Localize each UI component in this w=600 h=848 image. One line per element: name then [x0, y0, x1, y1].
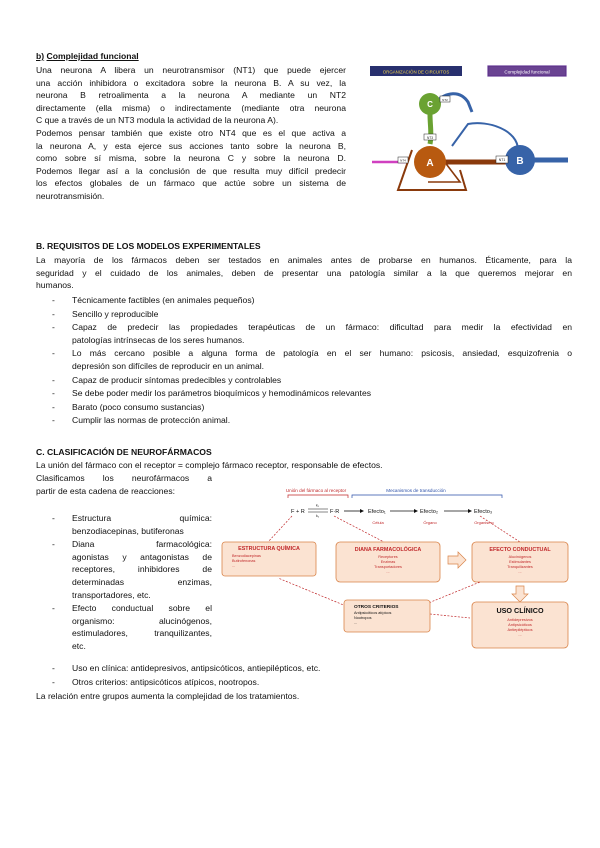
eq-efecto3: Efecto₃ — [474, 509, 493, 515]
list-item — [52, 676, 572, 689]
eq-efecto2: Efecto₂ — [420, 509, 439, 515]
list-item — [52, 387, 572, 400]
clasificacion-lead — [36, 472, 212, 497]
connector-otros-estructura — [278, 578, 346, 606]
paragraph-line: una acción inhibidora o excitadora sobre la neurona B. A su vez, la — [36, 77, 346, 88]
list-item — [52, 662, 572, 675]
clasificacion-intro: La unión del fármaco con el receptor = complejo fármaco receptor, responsable de efectos. — [36, 460, 383, 470]
list-item-text: Efecto conductual sobre el — [72, 603, 212, 614]
list-item — [52, 512, 212, 537]
neuron-a-label: A — [426, 158, 434, 169]
neuron-circuit-diagram — [368, 62, 573, 202]
eq-sub-celula: Célula — [372, 520, 384, 525]
complexity-label-text: Complejidad funcional — [504, 69, 550, 75]
box-estructura-item: ... — [232, 564, 236, 568]
list-item-text: patologías intrínsecas de los seres humanos. — [72, 334, 245, 345]
box-diana-title: DIANA FARMACOLÓGICA — [354, 547, 422, 553]
list-item-text: receptores, inhibidores de — [72, 564, 212, 575]
heading-text: Complejidad funcional — [46, 51, 139, 61]
eq-arrowhead-3 — [468, 509, 472, 513]
list-item-text: estimuladores, tranquilizantes, — [72, 628, 212, 639]
label-transduccion: Mecanismos de transducción — [386, 488, 446, 493]
clasificacion-heading: C. CLASIFICACIÓN DE NEUROFÁRMACOS — [36, 447, 212, 457]
eq-k2: k₂ — [316, 514, 320, 518]
drug-classification-diagram — [218, 484, 584, 654]
paragraph-line: humanos. — [36, 280, 74, 291]
box-diana-item: ... — [386, 570, 390, 574]
label-union: Unión del fármaco al receptor — [285, 488, 347, 493]
paragraph-line: Podemos pensar también que existe otro NT4 que es el que activa a — [36, 127, 346, 138]
list-item-text: Barato (poco consumo sustancias) — [72, 401, 205, 412]
list-item-text: depresión son difíciles de reproducir en un animal. — [72, 360, 265, 371]
connector-efecto3-conductual — [480, 516, 520, 542]
list-item-text: Capaz de producir síntomas predecibles y controlables — [72, 374, 282, 385]
bullet-dash: - — [52, 676, 55, 687]
bullet-dash: - — [52, 388, 55, 399]
box-uso-title: USO CLÍNICO — [496, 606, 544, 615]
paragraph-line: Clasificamos los neurofármacos a — [36, 473, 212, 483]
brace-right — [352, 495, 502, 498]
box-uso-item: Antipsicóticos — [508, 622, 532, 627]
clasificacion-list — [52, 512, 212, 653]
box-uso-item: ... — [518, 632, 522, 637]
box-efecto-item: Tranquilizantes — [507, 565, 533, 569]
block-arrow-diana-efecto — [448, 552, 466, 568]
paragraph-line: Podemos llegar así a la conclusión de que resulta muy difícil predecir — [36, 165, 346, 176]
paragraph-line: como sobre sí misma, sobre la neurona C y sobre la neurona D. — [36, 153, 346, 164]
box-estructura-item: Butirofenonas — [232, 559, 256, 563]
paragraph-line: C que a través de un NT3 modula la actividad de la neurona A). — [36, 115, 279, 126]
requisitos-list — [52, 294, 572, 427]
box-otros-item: Antipsicóticos atípicos — [354, 611, 392, 615]
list-item — [52, 294, 572, 307]
box-estructura-item: Benzodiacepinas — [232, 554, 261, 558]
list-item-text: agonistas y antagonistas de — [72, 551, 212, 562]
list-item — [52, 414, 572, 427]
list-item-text: organismo: alucinógenos, — [72, 615, 212, 626]
bullet-dash: - — [52, 603, 55, 614]
eq-arrowhead-1 — [360, 509, 364, 513]
paragraph-line: Una neurona A libera un neurotransmisor (NT1) que puede ejercer — [36, 65, 346, 75]
clasificacion-list-wide — [52, 662, 572, 688]
eq-sub-organo: Órgano — [423, 520, 437, 525]
bullet-dash: - — [52, 308, 55, 319]
paragraph-line: partir de esta cadena de reacciones: — [36, 485, 176, 496]
box-uso-item: Antiepilépticos — [507, 627, 533, 632]
list-item-text: Lo más cercano posible a alguna forma de patología en el ser humano: psicosis, ansiedad, esquizofrenia o — [72, 348, 572, 359]
nt2-tag-label: NT2 — [442, 97, 448, 102]
paragraph-line: seguridad y el cuidado de los animales, deben de presentar una patología similar a la que queremos mejorar en — [36, 267, 572, 278]
requisitos-intro — [36, 254, 572, 292]
bullet-dash: - — [52, 374, 55, 385]
paragraph-line: La mayoría de los fármacos deben ser testados en animales antes de probarse en humanos. Éticamente, para la — [36, 255, 572, 265]
list-item-text: Cumplir las normas de protección animal. — [72, 415, 231, 426]
box-efecto-item: Estimulantes — [509, 560, 531, 564]
box-otros-title: OTROS CRITERIOS — [354, 605, 399, 610]
connector-fr-estructura — [268, 516, 292, 542]
list-item-text: determinadas enzimas, — [72, 576, 212, 587]
list-item — [52, 538, 212, 601]
list-item — [52, 602, 212, 652]
paragraph-line: directamente (ella misma) o indirectamente (mediante otra neurona — [36, 102, 346, 113]
box-efecto-item: ... — [518, 570, 522, 574]
list-item-text: Diana farmacológica: — [72, 539, 212, 550]
box-efecto-item: Alucinógenos — [508, 555, 532, 559]
connector-otros-uso — [430, 614, 470, 618]
circuit-label-text: ORGANIZACIÓN DE CIRCUITOS — [382, 69, 450, 75]
eq-f-plus-r: F + R — [291, 509, 305, 515]
paragraph-line: neurotransmisión. — [36, 190, 105, 201]
list-item — [52, 374, 572, 387]
eq-k1: k₁ — [316, 503, 320, 508]
bullet-dash: - — [52, 348, 55, 359]
clasificacion-closing: La relación entre grupos aumenta la complejidad de los tratamientos. — [36, 691, 300, 701]
box-otros-item: Nootropos — [354, 616, 372, 620]
heading-prefix: b) — [36, 51, 45, 61]
bullet-dash: - — [52, 401, 55, 412]
list-item-text: Otros criterios: antipsicóticos atípicos, nootropos. — [72, 676, 260, 687]
box-estructura-title: ESTRUCTURA QUÍMICA — [238, 546, 300, 552]
connector-otros-efecto — [426, 582, 480, 604]
bullet-dash: - — [52, 663, 55, 673]
box-diana-item: Receptores — [378, 555, 398, 559]
paragraph-line: los efectos globales de un fármaco que actúe sobre un sistema de — [36, 178, 346, 189]
eq-arrowhead-2 — [414, 509, 418, 513]
box-diana-item: Transportadores — [374, 565, 402, 569]
list-item-text: Capaz de predecir las propiedades terapéuticas de un fármaco: dificultad para medir la efectividad en — [72, 322, 572, 333]
section-b-paragraph — [36, 64, 346, 203]
list-item — [52, 401, 572, 414]
section-b-heading — [36, 50, 139, 62]
list-item — [52, 321, 572, 346]
bullet-dash: - — [52, 513, 55, 523]
list-item — [52, 347, 572, 372]
paragraph-line: neurona B retroalimenta a la neurona A mediante un NT2 — [36, 90, 346, 101]
box-efecto-title: EFECTO CONDUCTUAL — [489, 547, 551, 553]
paragraph-line: la neurona A, y esta ejerce sus acciones tanto sobre la neurona B, — [36, 140, 346, 151]
list-item-text: Sencillo y reproducible — [72, 308, 159, 319]
list-item-text: Técnicamente factibles (en animales pequeños) — [72, 295, 255, 305]
neuron-b-label: B — [516, 156, 524, 167]
bullet-dash: - — [52, 415, 55, 426]
block-arrow-efecto-uso — [512, 586, 528, 602]
bullet-dash: - — [52, 295, 55, 305]
list-item-text: Estructura química: — [72, 513, 212, 523]
neuron-c-label: C — [427, 100, 433, 109]
list-item-text: transportadores, etc. — [72, 589, 151, 600]
list-item-text: etc. — [72, 640, 86, 651]
eq-efecto1: Efecto₁ — [368, 509, 386, 515]
box-otros-item: ... — [354, 621, 358, 625]
eq-sub-organismo: Organismo — [474, 520, 494, 525]
nt4-tag-label: NT4 — [400, 158, 406, 163]
requisitos-heading: B. REQUISITOS DE LOS MODELOS EXPERIMENTALES — [36, 241, 261, 251]
list-item-text: Uso en clínica: antidepresivos, antipsicóticos, antiepilépticos, etc. — [72, 663, 321, 673]
bullet-dash: - — [52, 322, 55, 333]
box-uso-item: Antidepresivos — [507, 617, 533, 622]
list-item — [52, 308, 572, 321]
nt3-tag-label: NT3 — [426, 135, 434, 140]
box-diana-item: Enzimas — [380, 560, 396, 564]
eq-fr: F·R — [330, 509, 340, 515]
list-item-text: benzodiacepinas, butiferonas — [72, 525, 184, 536]
list-item-text: Se debe poder medir los parámetros bioquímicos y hemodinámicos relevantes — [72, 388, 372, 399]
brace-left — [288, 495, 348, 498]
nt1-tag-label: NT1 — [498, 158, 506, 163]
bullet-dash: - — [52, 539, 55, 550]
neuron-b-feedback — [452, 123, 518, 150]
